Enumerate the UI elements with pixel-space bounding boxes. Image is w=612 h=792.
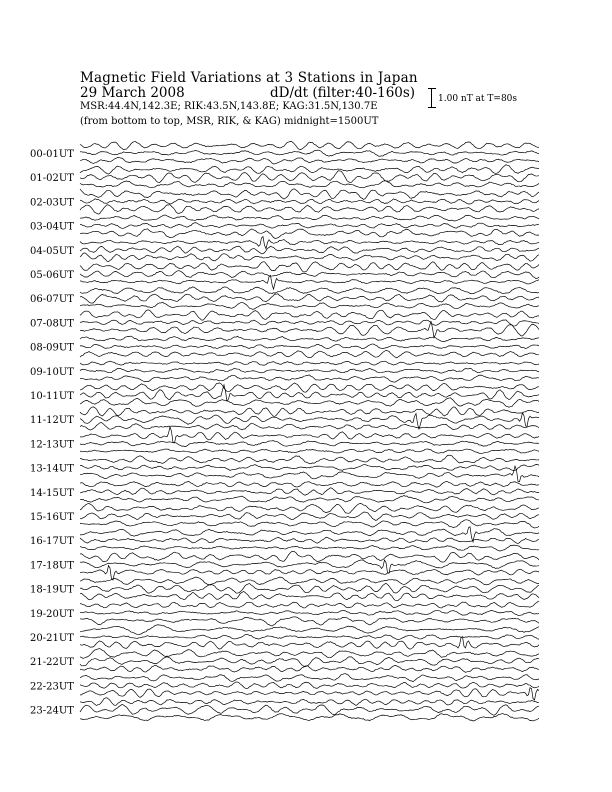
trace-kag [80,504,539,514]
trace-rik [80,610,539,615]
trace-kag [80,577,539,585]
row-label: 17-18UT [30,560,74,572]
row-label: 07-08UT [30,318,74,330]
row-label: 11-12UT [30,415,74,427]
row-label: 19-20UT [30,608,74,620]
trace-rik [80,246,539,254]
trace-msr [80,423,539,431]
trace-kag [80,361,539,365]
trace-rik [80,537,539,543]
trace-msr [80,302,539,309]
row-label: 08-09UT [30,342,74,354]
trace-msr [80,449,539,453]
trace-kag [80,551,539,562]
row-label: 22-23UT [30,681,74,693]
trace-msr [80,617,539,626]
trace-rik [80,512,539,520]
row-label: 10-11UT [30,391,74,402]
trace-rik [80,465,539,471]
row-label: 20-21UT [30,633,74,644]
date-label: 29 March 2008 [80,85,185,101]
trace-rik [80,294,539,303]
trace-rik [80,344,539,349]
row-label: 23-24UT [30,705,74,717]
trace-msr [80,665,539,672]
trace-rik [80,150,539,156]
trace-rik [80,704,539,715]
trace-kag [80,262,539,272]
trace-rik [80,583,539,593]
trace-msr [80,321,539,337]
trace-rik [80,199,539,204]
trace-kag [80,189,539,199]
trace-rik [80,560,539,573]
filter-label: dD/dt (filter:40-160s) [270,85,416,101]
trace-msr [80,398,539,407]
row-label: 15-16UT [30,512,74,523]
trace-rik [80,657,539,667]
trace-msr [80,566,539,581]
trace-kag [80,407,539,416]
trace-msr [80,545,539,551]
trace-kag [80,481,539,487]
trace-kag [80,674,539,682]
trace-msr [80,714,539,721]
row-label: 13-14UT [30,463,74,475]
trace-msr [80,466,539,481]
row-label: 16-17UT [30,536,74,548]
stations-label: MSR:44.4N,142.3E; RIK:43.5N,143.8E; KAG:31.5N,130.7E [80,101,378,112]
trace-msr [80,637,539,649]
trace-kag [80,310,539,320]
chart-title: Magnetic Field Variations at 3 Stations in Japan [80,70,418,86]
trace-kag [80,215,539,221]
trace-rik [80,320,539,326]
trace-rik [80,271,539,279]
row-label: 12-13UT [30,439,74,451]
trace-kag [80,287,539,294]
row-label: 21-22UT [30,657,74,669]
trace-kag [80,427,539,443]
trace-msr [80,350,539,357]
trace-kag [80,383,539,392]
order-note: (from bottom to top, MSR, RIK, & KAG) midnight=1500UT [80,116,379,127]
trace-kag [80,698,539,706]
row-label: 03-04UT [30,221,74,233]
trace-kag [80,625,539,635]
trace-msr [80,253,539,262]
trace-msr [80,205,539,215]
row-label: 09-10UT [30,366,74,378]
row-label: 05-06UT [30,270,74,281]
trace-kag [80,141,539,149]
row-label: 14-15UT [30,487,74,499]
row-label: 01-02UT [30,173,74,185]
trace-kag [80,601,539,608]
trace-rik [80,171,539,183]
row-label: 00-01UT [30,149,74,160]
trace-kag [80,165,539,174]
trace-rik [80,682,539,689]
row-label: 02-03UT [30,197,74,209]
trace-msr [80,496,539,503]
trace-rik [80,488,539,495]
trace-msr [80,181,539,188]
row-label: 04-05UT [30,245,74,257]
trace-msr [80,375,539,382]
trace-rik [80,223,539,229]
trace-msr [80,688,539,700]
trace-kag [80,649,539,659]
trace-kag [80,336,539,342]
trace-kag [80,237,539,249]
trace-msr [80,229,539,239]
trace-msr [80,157,539,164]
trace-rik [80,634,539,639]
trace-msr [80,275,539,289]
scale-bar-label: 1.00 nT at T=80s [438,94,518,104]
trace-rik [80,441,539,447]
trace-rik [80,368,539,373]
row-label: 06-07UT [30,294,74,306]
trace-kag [80,455,539,464]
row-label: 18-19UT [30,584,74,596]
